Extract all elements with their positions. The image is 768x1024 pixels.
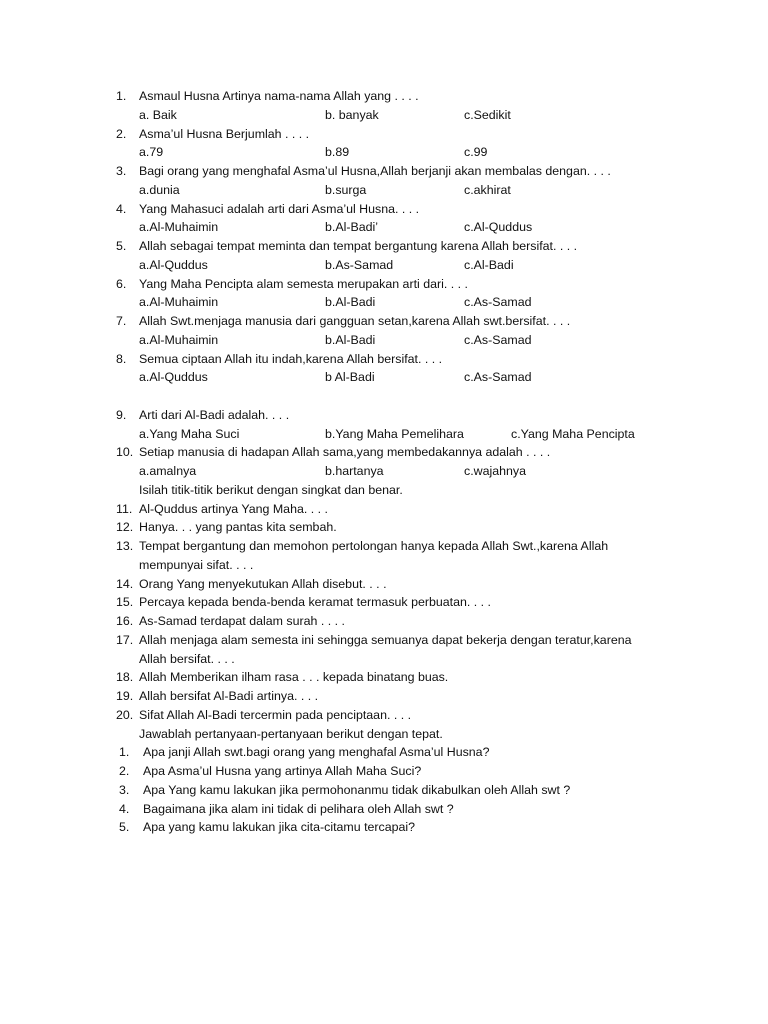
question-number: 15. bbox=[116, 595, 134, 610]
options-row bbox=[0, 106, 768, 125]
option-a: a.79 bbox=[139, 145, 164, 160]
question-row bbox=[0, 350, 768, 369]
question-number: 6. bbox=[116, 276, 127, 291]
option-c: c.As-Samad bbox=[464, 295, 532, 310]
options-row bbox=[0, 256, 768, 275]
question-text: As-Samad terdapat dalam surah . . . . bbox=[139, 614, 345, 628]
question-text: Allah Swt.menjaga manusia dari gangguan setan,karena Allah swt.bersifat. . . . bbox=[139, 314, 571, 328]
question-text: Semua ciptaan Allah itu indah,karena Allah bersifat. . . . bbox=[139, 351, 443, 366]
question-text: Allah bersifat. . . . bbox=[139, 651, 235, 666]
question-number: 19. bbox=[116, 689, 134, 703]
essay-row bbox=[0, 762, 768, 781]
options-row bbox=[0, 368, 768, 387]
question-text: Orang Yang menyekutukan Allah disebut. . . . bbox=[139, 576, 387, 591]
question-text: Asmaul Husna Artinya nama-nama Allah yang . . . . bbox=[139, 89, 419, 103]
options-row bbox=[0, 425, 768, 444]
question-text: Bagaimana jika alam ini tidak di pelihara oleh Allah swt ? bbox=[143, 801, 454, 816]
option-a: a.Yang Maha Suci bbox=[139, 426, 240, 441]
question-continuation bbox=[0, 556, 768, 575]
question-text: Tempat bergantung dan memohon pertolongan hanya kepada Allah Swt.,karena Allah bbox=[139, 539, 609, 553]
question-text: Bagi orang yang menghafal Asma’ul Husna,Allah berjanji akan membalas dengan. . . . bbox=[139, 164, 611, 178]
question-row bbox=[0, 275, 768, 294]
question-row bbox=[0, 162, 768, 181]
question-number: 5. bbox=[116, 239, 127, 253]
question-text: Allah bersifat Al-Badi artinya. . . . bbox=[139, 689, 319, 703]
option-a: a.Al-Quddus bbox=[139, 257, 208, 272]
question-row bbox=[0, 687, 768, 706]
question-row bbox=[0, 406, 768, 425]
question-row bbox=[0, 631, 768, 650]
essay-row bbox=[0, 781, 768, 800]
question-text: Al-Quddus artinya Yang Maha. . . . bbox=[139, 501, 328, 516]
question-number: 4. bbox=[119, 801, 130, 816]
option-b: b.Yang Maha Pemelihara bbox=[325, 426, 464, 441]
option-c: c.Yang Maha Pencipta bbox=[511, 426, 635, 441]
option-b: b.As-Samad bbox=[325, 257, 394, 272]
question-number: 8. bbox=[116, 351, 127, 366]
question-text: Apa yang kamu lakukan jika cita-citamu tercapai? bbox=[143, 820, 416, 835]
question-row bbox=[0, 500, 768, 519]
option-c: c.As-Samad bbox=[464, 370, 532, 385]
question-number: 17. bbox=[116, 632, 134, 647]
essay-row bbox=[0, 818, 768, 837]
question-row bbox=[0, 200, 768, 219]
essay-row bbox=[0, 743, 768, 762]
question-row bbox=[0, 125, 768, 144]
question-number: 2. bbox=[116, 126, 127, 141]
fill-in-instruction: Isilah titik-titik berikut dengan singkat dan benar. bbox=[139, 482, 403, 497]
question-number: 1. bbox=[116, 89, 127, 103]
spacer bbox=[0, 387, 768, 406]
option-c: c.akhirat bbox=[464, 182, 511, 197]
question-text: Setiap manusia di hadapan Allah sama,yang membedakannya adalah . . . . bbox=[139, 445, 551, 460]
option-c: c.wajahnya bbox=[464, 464, 526, 478]
question-text: Arti dari Al-Badi adalah. . . . bbox=[139, 407, 290, 422]
question-text: Percaya kepada benda-benda keramat termasuk perbuatan. . . . bbox=[139, 595, 491, 610]
question-number: 2. bbox=[119, 764, 130, 778]
question-row bbox=[0, 612, 768, 631]
question-number: 7. bbox=[116, 314, 127, 328]
option-b: b.hartanya bbox=[325, 464, 384, 478]
option-a: a.Al-Muhaimin bbox=[139, 332, 219, 347]
question-text: Allah Memberikan ilham rasa . . . kepada binatang buas. bbox=[139, 670, 449, 685]
option-c: c.Sedikit bbox=[464, 107, 511, 122]
essay-row bbox=[0, 800, 768, 819]
question-row bbox=[0, 593, 768, 612]
question-row bbox=[0, 575, 768, 594]
option-b: b.surga bbox=[325, 182, 367, 197]
option-a: a.Al-Muhaimin bbox=[139, 295, 219, 310]
question-row bbox=[0, 87, 768, 106]
question-text: Sifat Allah Al-Badi tercermin pada penciptaan. . . . bbox=[139, 707, 412, 722]
option-b: b Al-Badi bbox=[325, 370, 375, 385]
question-number: 9. bbox=[116, 407, 127, 422]
question-text: Hanya. . . yang pantas kita sembah. bbox=[139, 520, 337, 535]
question-text: Yang Maha Pencipta alam semesta merupakan arti dari. . . . bbox=[139, 276, 468, 291]
question-number: 12. bbox=[116, 520, 134, 535]
question-continuation bbox=[0, 650, 768, 669]
question-text: Yang Mahasuci adalah arti dari Asma’ul Husna. . . . bbox=[139, 201, 420, 216]
question-number: 3. bbox=[119, 782, 130, 797]
question-text: Allah sebagai tempat meminta dan tempat bergantung karena Allah bersifat. . . . bbox=[139, 239, 578, 253]
question-text: Asma’ul Husna Berjumlah . . . . bbox=[139, 126, 310, 141]
options-row bbox=[0, 143, 768, 162]
options-row bbox=[0, 293, 768, 312]
option-c: c.99 bbox=[464, 145, 488, 160]
option-b: b.Al-Badi bbox=[325, 332, 376, 347]
question-row bbox=[0, 443, 768, 462]
question-number: 14. bbox=[116, 576, 134, 591]
question-number: 18. bbox=[116, 670, 134, 685]
option-b: b.Al-Badi bbox=[325, 295, 376, 310]
question-number: 1. bbox=[119, 745, 130, 760]
question-row bbox=[0, 706, 768, 725]
question-number: 10. bbox=[116, 445, 134, 460]
question-text: mempunyai sifat. . . . bbox=[139, 557, 254, 572]
question-number: 4. bbox=[116, 201, 127, 216]
question-number: 11. bbox=[116, 501, 133, 516]
options-row bbox=[0, 462, 768, 481]
question-text: Apa janji Allah swt.bagi orang yang menghafal Asma’ul Husna? bbox=[143, 745, 490, 760]
question-text: Allah menjaga alam semesta ini sehingga semuanya dapat bekerja dengan teratur,karena bbox=[139, 632, 632, 647]
question-number: 20. bbox=[116, 707, 134, 722]
option-b: b.89 bbox=[325, 145, 350, 160]
essay-instruction: Jawablah pertanyaan-pertanyaan berikut dengan tepat. bbox=[139, 726, 443, 741]
question-number: 13. bbox=[116, 539, 134, 553]
question-row bbox=[0, 237, 768, 256]
question-row bbox=[0, 537, 768, 556]
options-row bbox=[0, 331, 768, 350]
worksheet bbox=[0, 87, 768, 837]
option-a: a.amalnya bbox=[139, 464, 197, 478]
option-c: c.Al-Quddus bbox=[464, 220, 533, 235]
option-c: c.Al-Badi bbox=[464, 257, 514, 272]
option-a: a.dunia bbox=[139, 182, 180, 197]
option-b: b. banyak bbox=[325, 107, 379, 122]
option-a: a.Al-Quddus bbox=[139, 370, 208, 385]
question-number: 3. bbox=[116, 164, 127, 178]
option-a: a.Al-Muhaimin bbox=[139, 220, 219, 235]
option-c: c.As-Samad bbox=[464, 332, 532, 347]
options-row bbox=[0, 181, 768, 200]
question-row bbox=[0, 312, 768, 331]
options-row bbox=[0, 218, 768, 237]
question-number: 16. bbox=[116, 614, 134, 628]
question-row bbox=[0, 518, 768, 537]
option-a: a. Baik bbox=[139, 107, 177, 122]
section-instruction bbox=[0, 725, 768, 744]
option-b: b.Al-Badi’ bbox=[325, 220, 379, 235]
question-text: Apa Asma’ul Husna yang artinya Allah Maha Suci? bbox=[143, 764, 422, 778]
section-instruction bbox=[0, 481, 768, 500]
question-number: 5. bbox=[119, 820, 130, 835]
question-row bbox=[0, 668, 768, 687]
question-text: Apa Yang kamu lakukan jika permohonanmu tidak dikabulkan oleh Allah swt ? bbox=[143, 782, 571, 797]
